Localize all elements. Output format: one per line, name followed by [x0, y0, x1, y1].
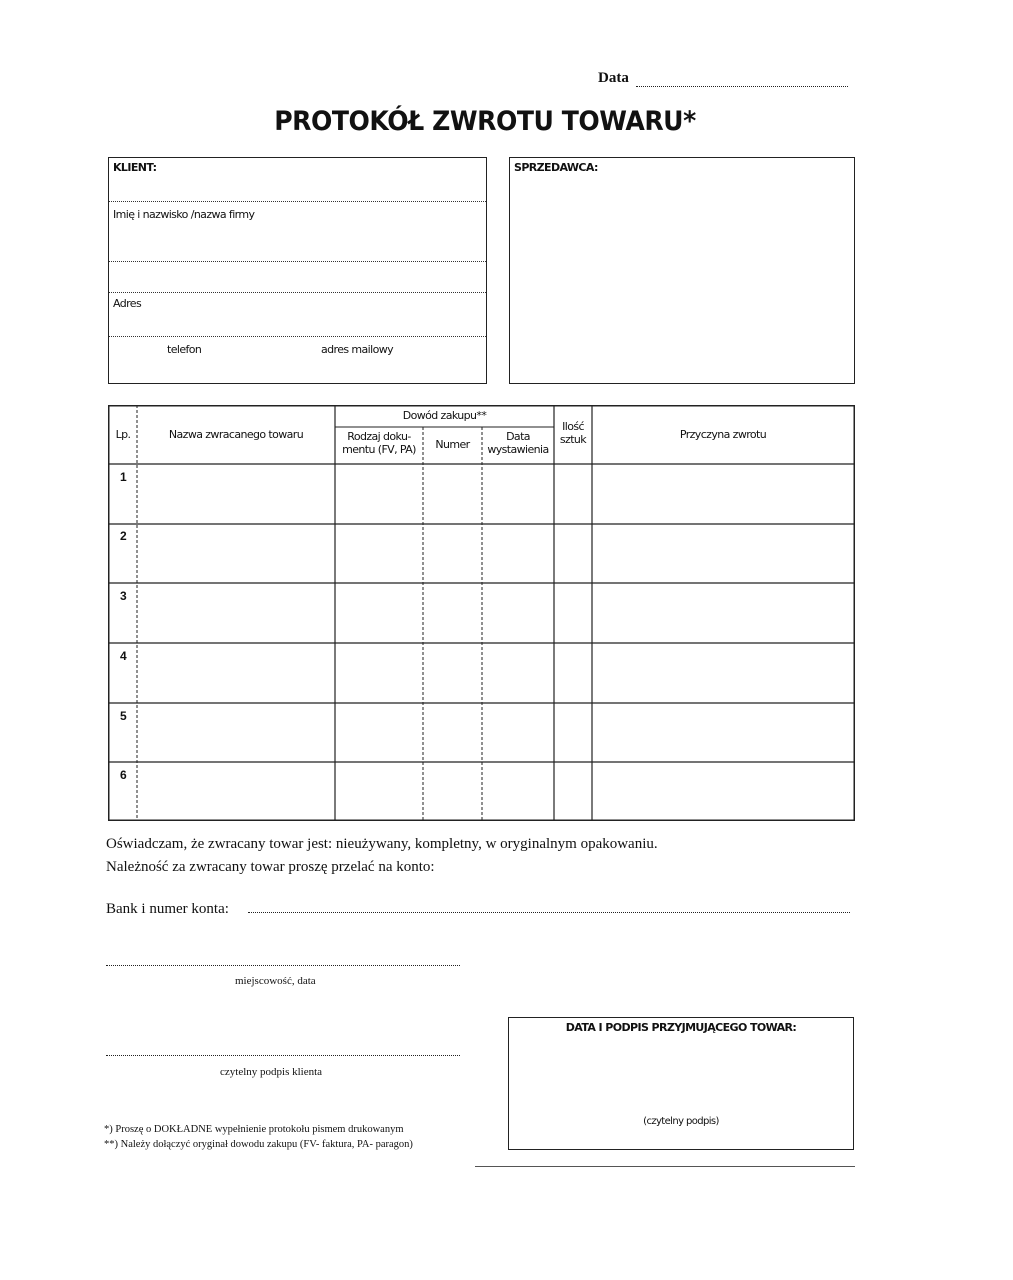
client-phone-label: telefon — [167, 343, 202, 356]
col-lp: Lp. — [115, 428, 131, 441]
footnote-print-clearly: *) Proszę o DOKŁADNE wypełnienie protokołu pismem drukowanym — [104, 1124, 404, 1135]
receiver-signature-hint: (czytelny podpis) — [643, 1116, 719, 1127]
date-label: Data — [598, 70, 629, 86]
row-number: 3 — [120, 589, 127, 603]
client-signature-field[interactable] — [106, 1055, 460, 1056]
col-return-reason: Przyczyna zwrotu — [679, 428, 767, 441]
return-items-table — [108, 405, 855, 821]
statement-condition: Oświadczam, że zwracany towar jest: nieużywany, kompletny, w oryginalnym opakowaniu. — [106, 836, 658, 852]
receiver-signature-box[interactable] — [508, 1017, 854, 1150]
row-number: 6 — [120, 768, 127, 782]
divider — [475, 1166, 855, 1167]
client-signature-label: czytelny podpis klienta — [220, 1066, 323, 1078]
col-issue-date-1: Data — [506, 430, 530, 443]
client-heading: KLIENT: — [113, 161, 157, 174]
client-address-line[interactable] — [109, 292, 486, 293]
page-title: PROTOKÓŁ ZWROTU TOWARU* — [274, 106, 696, 137]
table-grid — [108, 405, 855, 821]
col-proof-of-purchase: Dowód zakupu** — [402, 409, 487, 422]
bank-account-field[interactable] — [248, 912, 850, 913]
row-number: 2 — [120, 529, 127, 543]
receiver-signature-title: DATA I PODPIS PRZYJMUJĄCEGO TOWAR: — [565, 1021, 797, 1034]
col-doc-type-2: mentu (FV, PA) — [342, 443, 416, 456]
row-number: 5 — [120, 709, 127, 723]
client-address-label: Adres — [113, 297, 142, 310]
col-quantity-2: sztuk — [559, 433, 587, 446]
col-item-name: Nazwa zwracanego towaru — [168, 428, 304, 441]
seller-heading: SPRZEDAWCA: — [514, 161, 598, 174]
statement-refund: Należność za zwracany towar proszę przelać na konto: — [106, 859, 435, 875]
client-contact-line[interactable] — [109, 336, 486, 337]
col-quantity-1: Ilość — [562, 420, 584, 433]
footnote-attach-proof: **) Należy dołączyć oryginał dowodu zakupu (FV- faktura, PA- paragon) — [104, 1139, 413, 1150]
client-name-line-2[interactable] — [109, 261, 486, 262]
col-doc-type-1: Rodzaj doku- — [347, 430, 411, 443]
client-email-label: adres mailowy — [321, 343, 394, 356]
client-name-label: Imię i nazwisko /nazwa firmy — [113, 208, 255, 221]
col-issue-date-2: wystawienia — [487, 443, 549, 456]
place-date-field[interactable] — [106, 965, 460, 966]
col-number: Numer — [435, 438, 470, 451]
row-number: 1 — [120, 470, 127, 484]
client-name-line[interactable] — [109, 201, 486, 202]
date-field[interactable] — [636, 86, 848, 87]
row-number: 4 — [120, 649, 127, 663]
seller-box[interactable] — [509, 157, 855, 384]
bank-account-label: Bank i numer konta: — [106, 901, 229, 917]
client-box — [108, 157, 487, 384]
place-date-label: miejscowość, data — [235, 975, 316, 987]
